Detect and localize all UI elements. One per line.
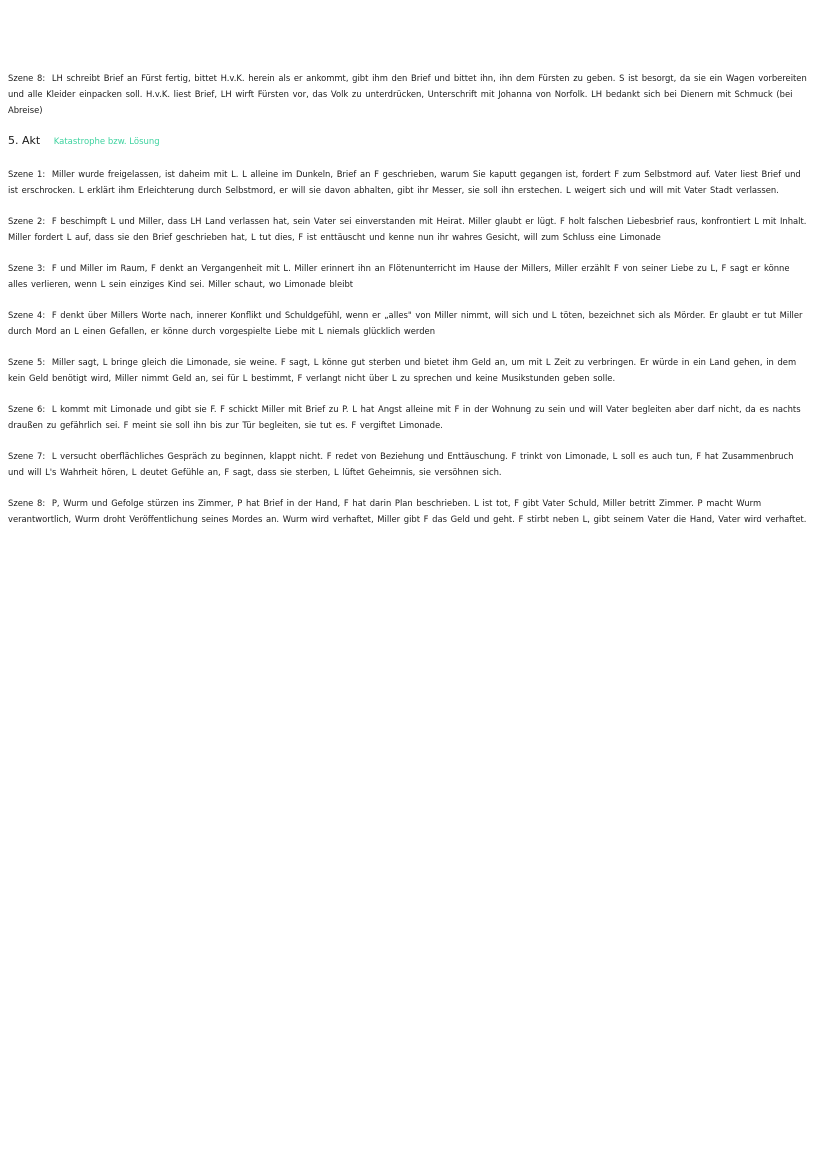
scene-paragraph xyxy=(8,213,810,245)
scene-text: F beschimpft L und Miller, dass LH Land verlassen hat, sein Vater sei einverstanden mit Heirat. Miller glaubt er lügt. F holt falschen Liebesbrief raus, konfrontiert L mit Inhalt. Miller fordert L auf, dass sie den Brief geschrieben hat, L tut dies, F ist enttäuscht und kenne nun ihr wahres Gesicht, will zum Schluss eine Limonade xyxy=(8,216,807,242)
scene-paragraph xyxy=(8,401,810,433)
scene-text: P, Wurm und Gefolge stürzen ins Zimmer, P hat Brief in der Hand, F hat darin Plan beschrieben. L ist tot, F gibt Vater Schuld, Miller betritt Zimmer. P macht Wurm verantwortlich, Wurm droht Veröffentlichung seines Mordes an. Wurm wird verhaftet, Miller gibt F das Geld und geht. F stirbt neben L, gibt seinem Vater die Hand, Vater wird verhaftet. xyxy=(8,498,807,524)
scene-paragraph xyxy=(8,495,810,527)
scene-label: Szene 2: xyxy=(8,216,46,226)
scene-text: L versucht oberflächliches Gespräch zu beginnen, klappt nicht. F redet von Beziehung und Enttäuschung. F trinkt von Limonade, L soll es auch tun, F hat Zusammenbruch und will L's Wahrheit hören, L deutet Gefühle an, F sagt, dass sie sterben, L lüftet Geheimnis, sie versöhnen sich. xyxy=(8,451,794,477)
scene-paragraph xyxy=(8,260,810,292)
scene-text: Miller wurde freigelassen, ist daheim mit L. L alleine im Dunkeln, Brief an F geschrieben, warum Sie kaputt gegangen ist, fordert F zum Selbstmord auf. Vater liest Brief und ist erschrocken. L erklärt ihm Erleichterung durch Selbstmord, er will sie davon abhalten, gibt ihr Messer, sie soll ihn erstechen. L weigert sich und will mit Vater Stadt verlassen. xyxy=(8,169,801,195)
scene-paragraph-act4-scene8 xyxy=(8,70,810,118)
scene-label: Szene 6: xyxy=(8,404,46,414)
act-note: Katastrophe bzw. Lösung xyxy=(53,137,160,147)
scene-text: LH schreibt Brief an Fürst fertig, bittet H.v.K. herein als er ankommt, gibt ihm den Brief und bittet ihn, ihn dem Fürsten zu geben. S ist besorgt, da sie ein Wagen vorbereiten und alle Kleider einpacken soll. H.v.K. liest Brief, LH wirft Fürsten vor, das Volk zu unterdrücken, Unterschrift mit Johanna von Norfolk. LH bedankt sich bei Dienern mit Schmuck (bei Abreise) xyxy=(8,73,807,115)
scene-paragraph xyxy=(8,166,810,198)
scene-label: Szene 5: xyxy=(8,357,46,367)
scene-label: Szene 8: xyxy=(8,73,46,83)
scene-paragraph xyxy=(8,307,810,339)
scene-label: Szene 1: xyxy=(8,169,46,179)
scene-paragraph xyxy=(8,448,810,480)
scene-text: L kommt mit Limonade und gibt sie F. F schickt Miller mit Brief zu P. L hat Angst alleine mit F in der Wohnung zu sein und will Vater begleiten aber darf nicht, da es nachts draußen zu gefährlich sei. F meint sie soll ihn bis zur Tür begleiten, sie tut es. F vergiftet Limonade. xyxy=(8,404,801,430)
scene-label: Szene 7: xyxy=(8,451,46,461)
scene-text: Miller sagt, L bringe gleich die Limonade, sie weine. F sagt, L könne gut sterben und bietet ihm Geld an, um mit L Zeit zu verbringen. Er würde in ein Land gehen, in dem kein Geld benötigt wird, Miller nimmt Geld an, sei für L bestimmt, F verlangt nicht über L zu sprechen und keine Musikstunden geben solle. xyxy=(8,357,797,383)
scene-label: Szene 3: xyxy=(8,263,46,273)
act-label: 5. Akt xyxy=(8,134,41,147)
scene-label: Szene 8: xyxy=(8,498,46,508)
scene-label: Szene 4: xyxy=(8,310,46,320)
act-heading xyxy=(8,133,810,150)
scene-text: F denkt über Millers Worte nach, innerer Konflikt und Schuldgefühl, wenn er „alles" von Miller nimmt, will sich und L töten, bezeichnet sich als Mörder. Er glaubt er tut Miller durch Mord an L einen Gefallen, er könne durch vorgespielte Liebe mit L niemals glücklich werden xyxy=(8,310,803,336)
scene-paragraph xyxy=(8,354,810,386)
scene-text: F und Miller im Raum, F denkt an Vergangenheit mit L. Miller erinnert ihn an Flötenunterricht im Hause der Millers, Miller erzählt F von seiner Liebe zu L, F sagt er könne alles verlieren, wenn L sein einziges Kind sei. Miller schaut, wo Limonade bleibt xyxy=(8,263,790,289)
